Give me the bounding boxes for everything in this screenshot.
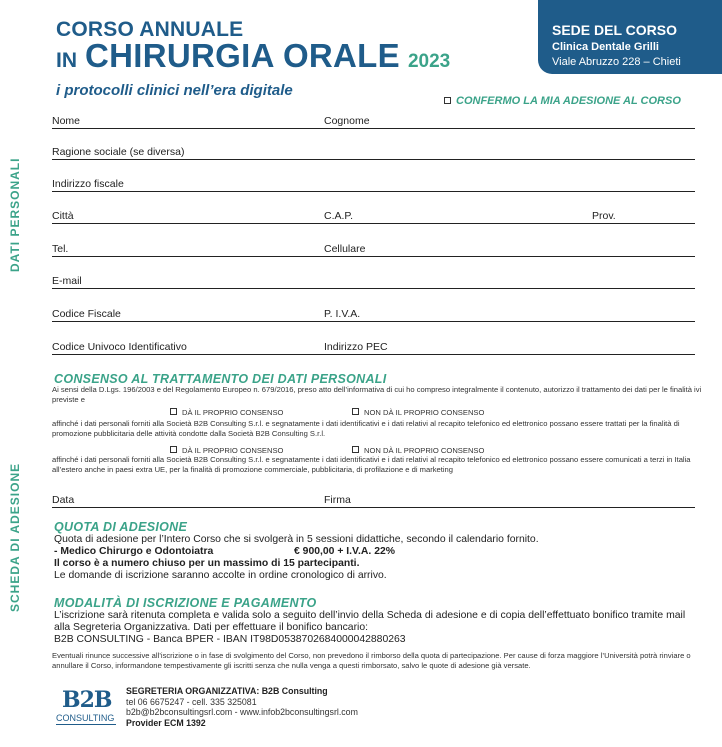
field-label-cellulare: Cellulare [324,243,366,255]
modalita-bank: B2B CONSULTING - Banca BPER - IBAN IT98D0538702684000042880263 [54,634,406,645]
checkbox-icon[interactable] [352,408,359,415]
segreteria-title: SEGRETERIA ORGANIZZATIVA: B2B Consulting [126,686,328,696]
sede-name: Clinica Dentale Grilli [552,41,659,53]
field-label-indirizzo: Indirizzo fiscale [52,178,124,190]
checkbox-icon[interactable] [170,408,177,415]
checkbox-icon[interactable] [170,446,177,453]
modalita-title: MODALITÀ DI ISCRIZIONE E PAGAMENTO [54,596,317,610]
consenso-intro: Ai sensi della D.Lgs. 196/2003 e del Regolamento Europeo n. 679/2016, preso atto dell’informativa di cui ho compreso integralmente il contenuto, autorizzo il trattamento dei dati per le finalità ivi previste e [52,385,702,404]
segreteria-tel: tel 06 6675247 - cell. 335 325081 [126,696,257,707]
quota-role: - Medico Chirurgo e Odontoiatra [54,546,214,557]
consenso1-deny[interactable] [352,408,484,417]
quota-price: € 900,00 + I.V.A. 22% [294,546,395,557]
consenso-text1: affinché i dati personali forniti alla Società B2B Consulting S.r.l. e segnatamente i dati identificativi e i dati relativi al recapito telefonico ed elettronico possano essere trattati per la finalità di promozione pubblicitaria delle attività condotte dalla Società B2B Consulting S.r.l. [52,419,680,438]
quota-order: Le domande di iscrizione saranno accolte in ordine cronologico di arrivo. [54,570,387,581]
b2b-logo [56,688,120,730]
modalita-note: Eventuali rinunce successive all’iscrizione o in fase di svolgimento del Corso, non prevedono il rimborso della quota di partecipazione. Per cause di forza maggiore l’Università potrà rinviare o annullare il Corso, informandone tempestivamente gli iscritti senza che nulla venga a questi rimborsato, salvo le quote di adesione già versate. [52,651,691,670]
sede-title: SEDE DEL CORSO [552,22,677,38]
field-label-piva: P. I.V.A. [324,308,361,320]
title-prefix: IN [56,49,77,72]
row-ragione-sociale[interactable] [52,146,695,160]
field-label-data: Data [52,494,75,506]
row-cui-pec[interactable] [52,341,695,355]
field-label-tel: Tel. [52,243,69,255]
quota-title: QUOTA DI ADESIONE [54,520,188,534]
field-label-email: E-mail [52,275,82,287]
field-label-cui: Codice Univoco Identificativo [52,341,187,353]
consenso2-deny[interactable] [352,446,484,455]
consenso2-deny-label: NON DÀ IL PROPRIO CONSENSO [364,446,485,455]
row-email[interactable] [52,275,695,289]
field-label-prov: Prov. [592,210,616,222]
logo-mark: B2B [62,687,112,713]
field-label-firma: Firma [324,494,351,506]
sede-address: Viale Abruzzo 228 – Chieti [552,56,681,68]
field-label-cognome: Cognome [324,115,370,127]
side-label-dati: DATI PERSONALI [8,157,22,272]
title-line2 [56,37,451,78]
field-label-ragione: Ragione sociale (se diversa) [52,146,185,158]
quota-closed: Il corso è a numero chiuso per un massimo di 15 partecipanti. [54,558,360,569]
title-main: CHIRURGIA ORALE [85,37,400,74]
title-block [56,18,450,99]
confirm-checkbox[interactable] [444,97,451,104]
consenso1-give-label: DÀ IL PROPRIO CONSENSO [182,408,284,417]
row-data-firma[interactable] [52,494,695,508]
title-line1: CORSO ANNUALE [56,18,244,41]
subtitle: i protocolli clinici nell’era digitale [56,82,293,99]
field-label-citta: Città [52,210,74,222]
row-cf-piva[interactable] [52,308,695,322]
field-label-nome: Nome [52,115,81,127]
segreteria-block [126,686,358,728]
consenso1-give[interactable] [170,408,283,417]
row-indirizzo[interactable] [52,178,695,192]
side-label-scheda: SCHEDA DI ADESIONE [8,462,22,612]
field-label-pec: Indirizzo PEC [324,341,388,353]
sede-box [538,0,722,74]
row-citta[interactable] [52,210,695,224]
checkbox-icon[interactable] [352,446,359,453]
provider-ecm: Provider ECM 1392 [126,717,206,728]
logo-sub: CONSULTING [56,713,115,723]
modalita-text: L’iscrizione sarà ritenuta completa e valida solo a seguito dell’invio della Scheda di adesione e di copia dell’effettuato bonifico tramite mail alla Segreteria Organizzativa. Dati per effettuare il bonifico bancario: [54,610,686,633]
confirm-checkbox-label[interactable] [444,95,681,107]
logo-underline [56,724,116,728]
title-year: 2023 [407,51,451,72]
consenso-title: CONSENSO AL TRATTAMENTO DEI DATI PERSONALI [54,372,387,386]
consenso2-give-label: DÀ IL PROPRIO CONSENSO [182,446,284,455]
row-nome-cognome[interactable] [52,115,695,129]
field-label-cap: C.A.P. [324,210,353,222]
consenso1-deny-label: NON DÀ IL PROPRIO CONSENSO [364,408,485,417]
segreteria-contacts[interactable]: b2b@b2bconsultingsrl.com - www.infob2bconsultingsrl.com [126,707,358,718]
consenso2-give[interactable] [170,446,283,455]
quota-line1: Quota di adesione per l’Intero Corso che si svolgerà in 5 sessioni didattiche, secondo il calendario fornito. [54,534,539,545]
field-label-cf: Codice Fiscale [52,308,121,320]
consenso-text2: affinché i dati personali forniti alla Società B2B Consulting S.r.l. e segnatamente i dati identificativi e i dati relativi al recapito telefonico ed elettronico possano essere comunicati a terzi in Italia all’estero anche in paesi extra UE, per la finalità di promozione commerciale, pubblicitaria, di profilazione e di marketing [52,455,691,474]
confirm-text: CONFERMO LA MIA ADESIONE AL CORSO [456,95,681,107]
row-tel[interactable] [52,243,695,257]
